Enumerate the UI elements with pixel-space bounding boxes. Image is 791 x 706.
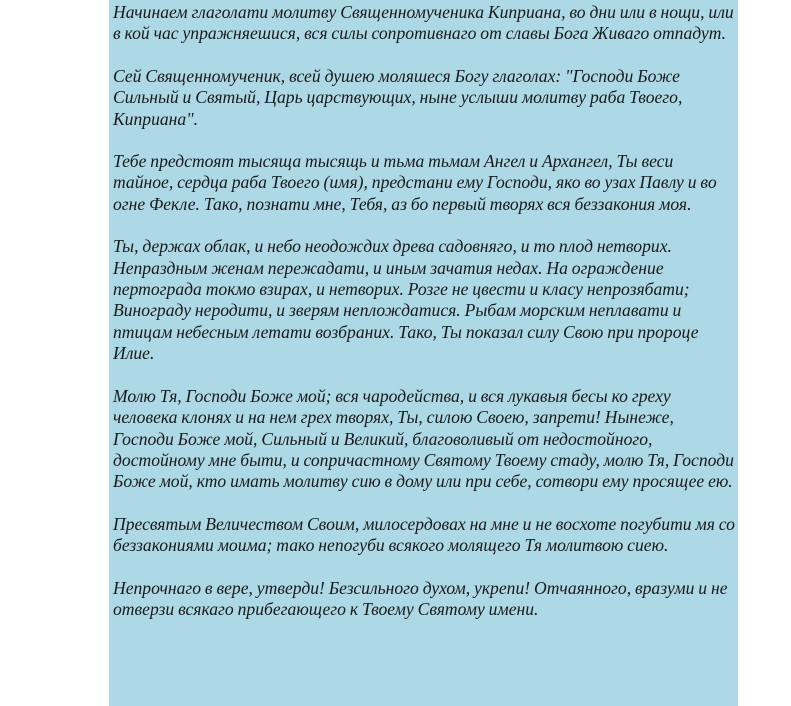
paragraph-3: Тебе предстоят тысяща тысящь и тьма тьмам Ангел и Архангел, Ты веси тайное, сердца раба Твоего (имя), предстани ему Господи, яко во узах Павлу и во огне Фекле. Тако, познати мне, Тебя, аз бо первый творях вся беззакония моя.	[113, 151, 717, 214]
prayer-text-panel	[109, 0, 738, 706]
paragraph-4: Ты, держах облак, и небо неодождих древа садовняго, и то плод нетворих. Непраздным женам пережадати, и иным зачатия недах. На ограждение пертограда токмо взирах, и нетворих. Розге не цвести и класу непрозябати; Винограду неродити, и зверям неплождатися. Рыбам морским неплавати и птицам небесным летати возбраних. Тако, Ты показал силу Свою при пророце Илие.	[113, 236, 699, 364]
paragraph-6: Пресвятым Величеством Своим, милосердовах на мне и не восхоте погубити мя со беззакониями моима; тако непогуби всякого молящего Тя молитвою сиею.	[113, 513, 735, 556]
paragraph-2: Сей Священномученик, всей душею моляшеся Богу глаголах: "Господи Боже Сильный и Святый, Царь царствующих, ныне услыши молитву раба Твоего, Киприана".	[113, 65, 683, 129]
paragraph-5: Молю Тя, Господи Боже мой; вся чародейства, и вся лукавыя бесы ко греху человека клонях и на нем грех творях, Ты, силою Своею, запрети! Нынеже, Господи Боже мой, Сильный и Великий, благоволивый от недостойного, достойному мне быти, и сопричастному Святому Твоему стаду, молю Тя, Господи Боже мой, кто имать молитву сию в дому или при себе, сотвори ему просящее ею.	[113, 385, 734, 492]
paragraph-7: Непрочнаго в вере, утверди! Безсильного духом, укрепи! Отчаянного, вразуми и не отверзи всякаго прибегающего к Твоему Святому имени.	[113, 577, 728, 619]
paragraph-1: Начинаем глаголати молитву Священномученика Киприана, во дни или в нощи, или в кой час упражняешися, вся силы сопротивнаго от славы Бога Живаго отпадут.	[113, 2, 734, 44]
